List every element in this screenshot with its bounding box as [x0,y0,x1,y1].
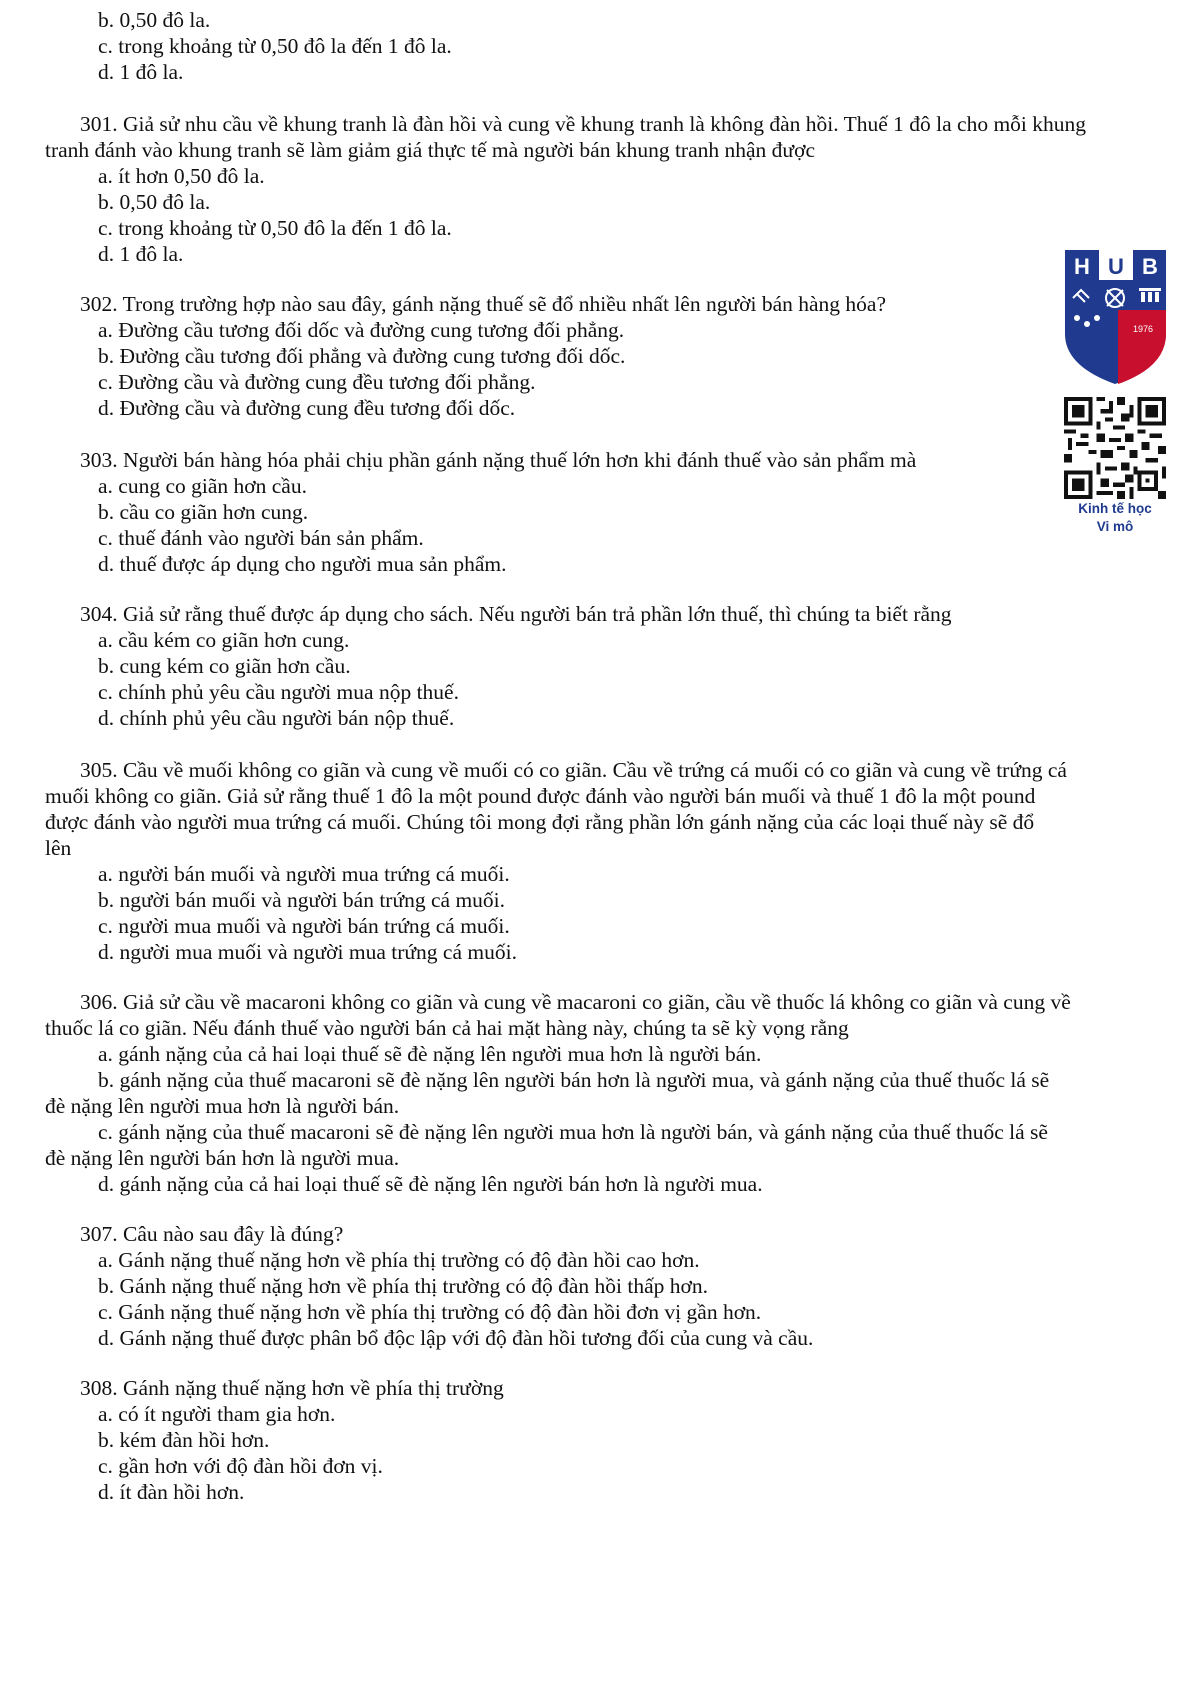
logo-letter-h: H [1074,254,1090,279]
question-308-option-d: d. ít đàn hồi hơn. [98,1480,245,1504]
logo-letter-b: B [1142,254,1158,279]
question-303-option-d: d. thuế được áp dụng cho người mua sản phẩm. [98,552,507,576]
question-306-option-c-line-1: c. gánh nặng của thuế macaroni sẽ đè nặng lên người mua hơn là người bán, và gánh nặng của thuế thuốc lá sẽ [98,1120,1048,1144]
question-301-option-c: c. trong khoảng từ 0,50 đô la đến 1 đô la. [98,216,452,240]
question-307-option-b: b. Gánh nặng thuế nặng hơn về phía thị trường có độ đàn hồi thấp hơn. [98,1274,709,1298]
question-302-option-c: c. Đường cầu và đường cung đều tương đối phẳng. [98,370,536,394]
question-306-line-2: thuốc lá co giãn. Nếu đánh thuế vào người bán cả hai mặt hàng này, chúng ta sẽ kỳ vọng rằng [45,1016,849,1040]
question-302-option-d: d. Đường cầu và đường cung đều tương đối dốc. [98,396,516,420]
logo-letter-u: U [1108,254,1124,279]
question-302-option-a: a. Đường cầu tương đối dốc và đường cung tương đối phẳng. [98,318,625,342]
question-302-option-b: b. Đường cầu tương đối phẳng và đường cung tương đối dốc. [98,344,626,368]
question-305-line-2: muối không co giãn. Giả sử rằng thuế 1 đô la một pound được đánh vào người bán muối và thuế 1 đô la một pound [45,784,1036,808]
question-302: 302. Trong trường hợp nào sau đây, gánh nặng thuế sẽ đổ nhiều nhất lên người bán hàng hóa? [80,292,886,316]
question-305-option-d: d. người mua muối và người mua trứng cá muối. [98,940,517,964]
question-303-option-a: a. cung co giãn hơn cầu. [98,474,307,498]
question-308-option-c: c. gần hơn với độ đàn hồi đơn vị. [98,1454,383,1478]
question-301-line-2: tranh đánh vào khung tranh sẽ làm giảm giá thực tế mà người bán khung tranh nhận được [45,138,815,162]
question-304-option-a: a. cầu kém co giãn hơn cung. [98,628,350,652]
question-307-option-d: d. Gánh nặng thuế được phân bổ độc lập với độ đàn hồi tương đối của cung và cầu. [98,1326,814,1350]
question-306-option-a: a. gánh nặng của cả hai loại thuế sẽ đè nặng lên người mua hơn là người bán. [98,1042,762,1066]
question-305-option-a: a. người bán muối và người mua trứng cá muối. [98,862,510,886]
question-307-option-a: a. Gánh nặng thuế nặng hơn về phía thị trường có độ đàn hồi cao hơn. [98,1248,700,1272]
question-303: 303. Người bán hàng hóa phải chịu phần gánh nặng thuế lớn hơn khi đánh thuế vào sản phẩm mà [80,448,917,472]
question-303-option-b: b. cầu co giãn hơn cung. [98,500,309,524]
question-307: 307. Câu nào sau đây là đúng? [80,1222,344,1246]
qr-code [1064,397,1166,499]
prev-option-b: b. 0,50 đô la. [98,8,211,32]
question-304-option-c: c. chính phủ yêu cầu người mua nộp thuế. [98,680,459,704]
question-306-option-b-line-2: đè nặng lên người mua hơn là người bán. [45,1094,400,1118]
question-307-option-c: c. Gánh nặng thuế nặng hơn về phía thị trường có độ đàn hồi đơn vị gần hơn. [98,1300,762,1324]
question-305-line-3: được đánh vào người mua trứng cá muối. Chúng tôi mong đợi rằng phần lớn gánh nặng của các loại thuế này sẽ đổ [45,810,1035,834]
question-306-option-c-line-2: đè nặng lên người bán hơn là người mua. [45,1146,400,1170]
question-305-line-1: 305. Cầu về muối không co giãn và cung về muối có co giãn. Cầu về trứng cá muối có co giãn và cung về trứng cá [80,758,1067,782]
hub-logo [1063,248,1168,386]
question-308-option-b: b. kém đàn hồi hơn. [98,1428,270,1452]
prev-option-c: c. trong khoảng từ 0,50 đô la đến 1 đô la. [98,34,452,58]
question-301-option-d: d. 1 đô la. [98,242,184,266]
side-caption-line-2: Vi mô [1096,519,1134,534]
question-304-option-d: d. chính phủ yêu cầu người bán nộp thuế. [98,706,455,730]
question-304: 304. Giả sử rằng thuế được áp dụng cho sách. Nếu người bán trả phần lớn thuế, thì chúng ta biết rằng [80,602,952,626]
prev-option-d: d. 1 đô la. [98,60,184,84]
question-308: 308. Gánh nặng thuế nặng hơn về phía thị trường [80,1376,504,1400]
logo-year: 1976 [1132,324,1154,334]
question-303-option-c: c. thuế đánh vào người bán sản phẩm. [98,526,424,550]
question-305-option-c: c. người mua muối và người bán trứng cá muối. [98,914,510,938]
question-308-option-a: a. có ít người tham gia hơn. [98,1402,336,1426]
question-301-line-1: 301. Giả sử nhu cầu về khung tranh là đàn hồi và cung về khung tranh là không đàn hồi. Thuế 1 đô la cho mỗi khung [80,112,1087,136]
question-306-option-d: d. gánh nặng của cả hai loại thuế sẽ đè nặng lên người bán hơn là người mua. [98,1172,763,1196]
question-301-option-b: b. 0,50 đô la. [98,190,211,214]
question-305-line-4: lên [45,836,72,860]
side-caption-line-1: Kinh tế học [1078,501,1152,516]
question-305-option-b: b. người bán muối và người bán trứng cá muối. [98,888,506,912]
question-306-line-1: 306. Giả sử cầu về macaroni không co giãn và cung về macaroni co giãn, cầu về thuốc lá không co giãn và cung về [80,990,1071,1014]
question-306-option-b-line-1: b. gánh nặng của thuế macaroni sẽ đè nặng lên người bán hơn là người mua, và gánh nặng của thuế thuốc lá sẽ [98,1068,1050,1092]
question-304-option-b: b. cung kém co giãn hơn cầu. [98,654,351,678]
question-301-option-a: a. ít hơn 0,50 đô la. [98,164,265,188]
